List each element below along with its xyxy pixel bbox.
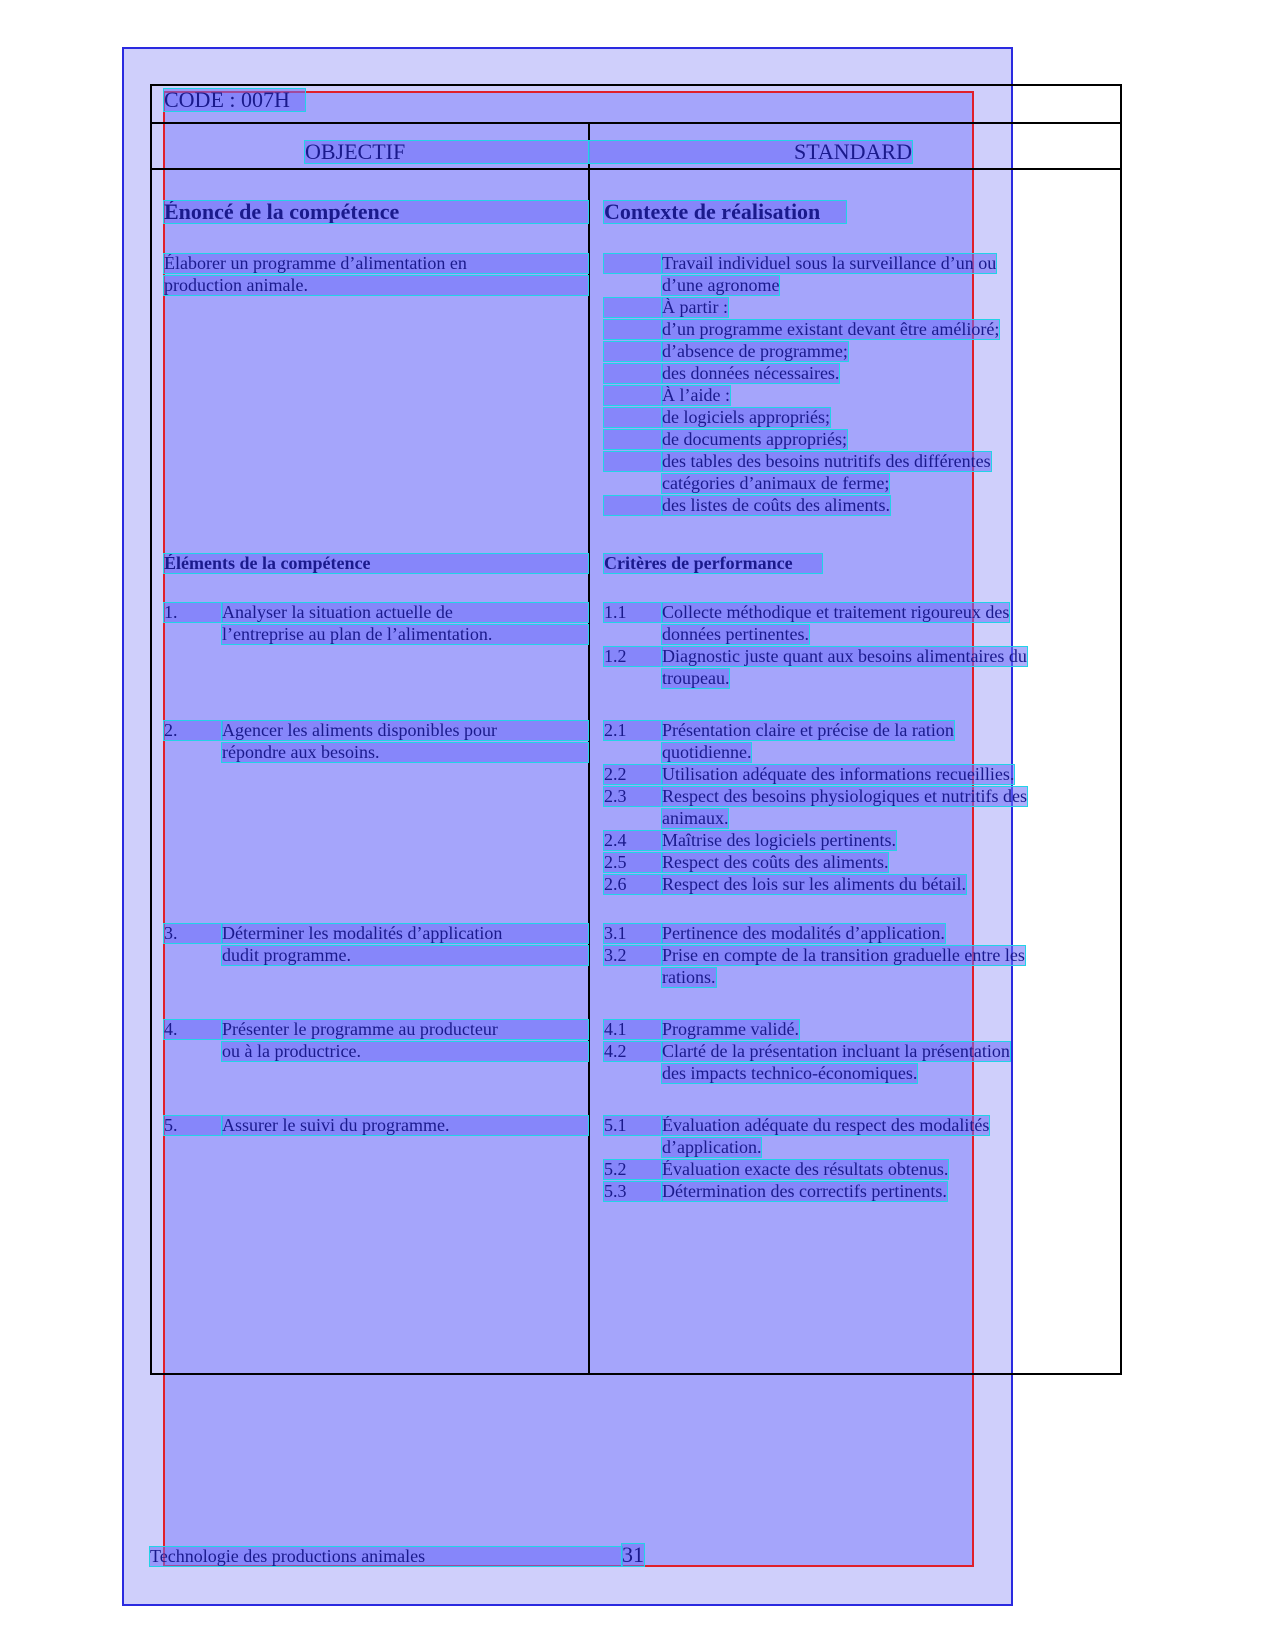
- critere-number: 2.2: [604, 765, 662, 784]
- critere-line: des impacts technico-économiques.: [662, 1063, 918, 1083]
- contexte-line: d’un programme existant devant être amélioré;: [662, 319, 1000, 339]
- bullet-marker: [604, 430, 662, 449]
- contexte-line: de documents appropriés;: [662, 429, 847, 449]
- critere-number: 5.3: [604, 1182, 662, 1201]
- element-line: Analyser la situation actuelle de: [222, 603, 588, 622]
- critere-number: 2.4: [604, 831, 662, 850]
- table-rule: [150, 168, 1122, 170]
- critere-line: Respect des lois sur les aliments du bétail.: [662, 874, 966, 894]
- critere-number: 2.6: [604, 875, 662, 894]
- critere-line: Évaluation exacte des résultats obtenus.: [662, 1159, 949, 1179]
- critere-line: Utilisation adéquate des informations recueillies.: [662, 764, 1015, 784]
- critere-number: 1.2: [604, 647, 662, 666]
- element-number: 2.: [164, 721, 222, 740]
- critere-number: 2.5: [604, 853, 662, 872]
- element-number: 5.: [164, 1116, 222, 1135]
- critere-number: 4.1: [604, 1020, 662, 1039]
- element-line: Déterminer les modalités d’application: [222, 924, 588, 943]
- critere-line: Programme validé.: [662, 1019, 799, 1039]
- bullet-marker: [604, 342, 662, 361]
- element-line: répondre aux besoins.: [222, 743, 588, 762]
- contexte-line: Travail individuel sous la surveillance d’un ou: [662, 253, 997, 273]
- criteres-title: Critères de performance: [604, 554, 822, 573]
- standard-header: STANDARD: [589, 141, 912, 163]
- critere-number: 3.1: [604, 924, 662, 943]
- enonce-line: Élaborer un programme d’alimentation en: [164, 254, 588, 273]
- contexte-line: d’une agronome: [662, 275, 780, 295]
- contexte-title: Contexte de réalisation: [604, 201, 846, 223]
- critere-number: 3.2: [604, 946, 662, 965]
- element-number: 4.: [164, 1020, 222, 1039]
- critere-line: Évaluation adéquate du respect des modalités: [662, 1115, 990, 1135]
- element-line: dudit programme.: [222, 946, 588, 965]
- table-rule: [150, 122, 1122, 124]
- code-label: CODE : 007H: [164, 89, 305, 111]
- critere-line: rations.: [662, 967, 716, 987]
- critere-line: Diagnostic juste quant aux besoins alimentaires du: [662, 646, 1027, 666]
- contexte-line: de logiciels appropriés;: [662, 407, 830, 427]
- column-divider: [588, 122, 590, 1375]
- critere-line: Collecte méthodique et traitement rigoureux des: [662, 602, 1010, 622]
- critere-line: Prise en compte de la transition graduelle entre les: [662, 945, 1025, 965]
- bullet-marker: [604, 496, 662, 515]
- element-line: ou à la productrice.: [222, 1042, 588, 1061]
- critere-line: Pertinence des modalités d’application.: [662, 923, 945, 943]
- contexte-line: d’absence de programme;: [662, 341, 848, 361]
- critere-number: 1.1: [604, 603, 662, 622]
- contexte-line: des listes de coûts des aliments.: [662, 495, 890, 515]
- critere-number: 4.2: [604, 1042, 662, 1061]
- bullet-marker: [604, 298, 662, 317]
- critere-number: 5.2: [604, 1160, 662, 1179]
- critere-line: Détermination des correctifs pertinents.: [662, 1181, 947, 1201]
- critere-line: quotidienne.: [662, 742, 752, 762]
- critere-line: animaux.: [662, 808, 729, 828]
- contexte-line: catégories d’animaux de ferme;: [662, 473, 890, 493]
- critere-line: Clarté de la présentation incluant la présentation: [662, 1041, 1010, 1061]
- page-number: 31: [622, 1542, 644, 1567]
- footer-program: Technologie des productions animales: [150, 1547, 622, 1566]
- critere-line: troupeau.: [662, 668, 730, 688]
- element-number: 1.: [164, 603, 222, 622]
- bullet-marker: [604, 408, 662, 427]
- bullet-marker: [604, 364, 662, 383]
- contexte-line: À partir :: [662, 297, 728, 317]
- contexte-line: À l’aide :: [662, 385, 730, 405]
- enonce-line: production animale.: [164, 276, 588, 295]
- critere-line: Présentation claire et précise de la ration: [662, 720, 954, 740]
- critere-line: Maîtrise des logiciels pertinents.: [662, 830, 896, 850]
- critere-number: 2.3: [604, 787, 662, 806]
- objectif-header: OBJECTIF: [305, 141, 589, 163]
- critere-line: Respect des coûts des aliments.: [662, 852, 889, 872]
- bullet-marker: [604, 320, 662, 339]
- critere-number: 5.1: [604, 1116, 662, 1135]
- critere-line: d’application.: [662, 1137, 762, 1157]
- critere-line: Respect des besoins physiologiques et nutritifs des: [662, 786, 1027, 806]
- bullet-marker: [604, 452, 662, 471]
- contexte-line: des données nécessaires.: [662, 363, 840, 383]
- enonce-title: Énoncé de la compétence: [164, 201, 588, 223]
- element-line: Agencer les aliments disponibles pour: [222, 721, 588, 740]
- critere-number: 2.1: [604, 721, 662, 740]
- element-line: Présenter le programme au producteur: [222, 1020, 588, 1039]
- element-line: l’entreprise au plan de l’alimentation.: [222, 625, 588, 644]
- element-number: 3.: [164, 924, 222, 943]
- element-line: Assurer le suivi du programme.: [222, 1116, 588, 1135]
- bullet-marker: [604, 254, 662, 273]
- critere-line: données pertinentes.: [662, 624, 809, 644]
- contexte-line: des tables des besoins nutritifs des différentes: [662, 451, 991, 471]
- bullet-marker: [604, 386, 662, 405]
- elements-title: Éléments de la compétence: [164, 554, 588, 573]
